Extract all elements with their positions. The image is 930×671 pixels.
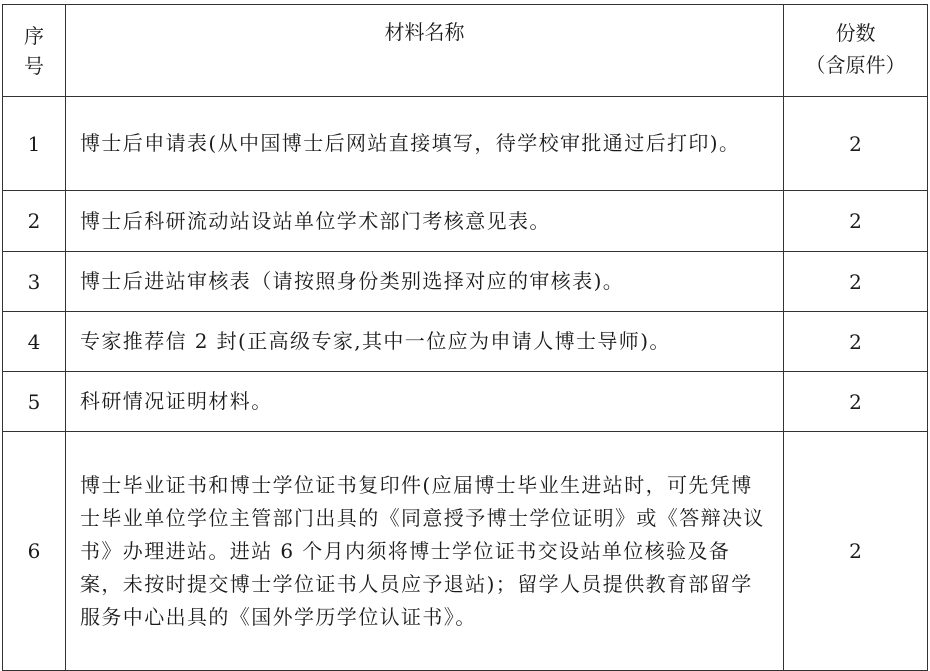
header-copies-line-2: （含原件） (805, 53, 906, 77)
table-row (3, 252, 928, 312)
row-number: 4 (3, 312, 66, 372)
row-number: 1 (3, 97, 66, 191)
row-material-name (66, 312, 784, 372)
row-copies: 2 (784, 432, 928, 671)
row-number: 5 (3, 372, 66, 432)
row-number: 3 (3, 252, 66, 312)
header-serial-number (3, 5, 66, 97)
row-material-text: 博士后科研流动站设站单位学术部门考核意见表。 (80, 208, 551, 233)
header-copies-line-1: 份数 (835, 21, 876, 45)
materials-table (2, 4, 928, 671)
row-material-name (66, 252, 784, 312)
row-material-text: 博士后进站审核表（请按照身份类别选择对应的审核表)。 (80, 269, 625, 293)
row-copies: 2 (784, 312, 928, 372)
table-row (3, 312, 928, 372)
table-row (3, 372, 928, 432)
header-serial-line-1: 序 (24, 23, 44, 48)
table-row (3, 432, 928, 671)
header-row (3, 5, 928, 97)
row-material-text: 专家推荐信 2 封(正高级专家,其中一位应为申请人博士导师)。 (80, 329, 671, 353)
row-copies: 2 (784, 252, 928, 312)
header-serial-line-2: 号 (24, 53, 44, 78)
row-material-text: 科研情况证明材料。 (80, 389, 273, 413)
row-material-name (66, 191, 784, 252)
row-material-name (66, 372, 784, 432)
header-copies (784, 5, 928, 97)
table-row (3, 191, 928, 252)
row-copies: 2 (784, 97, 928, 191)
row-material-text: 博士毕业证书和博士学位证书复印件(应届博士毕业生进站时，可先凭博士毕业单位学位主管部门出具的《同意授予博士学位证明》或《答辩决议书》办理进站。进站 6 个月内须将博士学位证书交设站单位核验及备案，未按时提交博士学位证书人员应予退站)；留学人员提供教育部留学服务中心出具的《国外学历学位认证书》。 (80, 472, 765, 629)
row-number: 2 (3, 191, 66, 252)
header-material-name-text: 材料名称 (384, 20, 465, 44)
row-number: 6 (3, 432, 66, 671)
row-material-name (66, 432, 784, 671)
row-copies: 2 (784, 191, 928, 252)
table-row (3, 97, 928, 191)
header-material-name (66, 5, 784, 97)
row-material-text: 博士后申请表(从中国博士后网站直接填写，待学校审批通过后打印)。 (80, 131, 741, 155)
row-copies: 2 (784, 372, 928, 432)
row-material-name (66, 97, 784, 191)
